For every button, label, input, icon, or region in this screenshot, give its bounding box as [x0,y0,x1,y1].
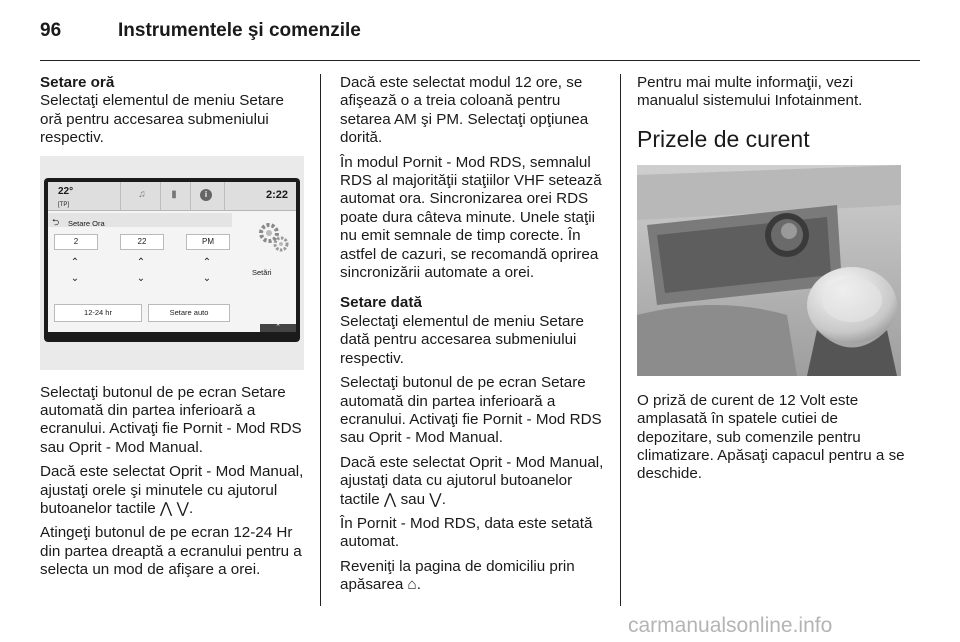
power-outlet-illustration [637,165,901,376]
screen-bezel [44,178,300,342]
subheading-setare-ora: Setare oră [40,74,115,91]
screen-display [48,182,296,332]
expand-tab-button[interactable]: ⌃ [260,324,296,332]
phone-icon[interactable]: ▮ [171,188,177,200]
menu-title: Setare Ora [68,218,105,228]
separator [160,182,161,210]
separator [120,182,121,210]
setare-auto-button[interactable]: Setare auto [148,304,230,322]
minute-up-button[interactable]: ⌃ [136,256,146,268]
settings-gear-icon[interactable] [256,220,290,254]
paragraph: Atingeţi butonul de pe ecran 12-24 Hr din partea dreaptă a ecranului pentru a selecta un mod de afişare a orei. [40,524,302,579]
separator [190,182,191,210]
page-number: 96 [40,20,62,41]
paragraph: Reveniţi la pagina de domiciliu prin apăsarea ⌂. [340,557,575,594]
column-left [40,74,308,586]
watermark: carmanualsonline.info [628,614,833,637]
ampm-down-button[interactable]: ⌄ [202,272,212,284]
header-divider [40,60,920,61]
info-icon[interactable]: i [200,189,212,201]
paragraph: O priză de curent de 12 Volt este amplasată în spatele cutiei de depozitare, sub comenzile pentru climatizare. Apăsaţi capacul pentru a se deschide. [637,391,905,483]
12-24-hr-button[interactable]: 12-24 hr [54,304,142,322]
column-right [637,74,907,490]
clock-readout: 2:22 [265,188,288,201]
minute-down-button[interactable]: ⌄ [136,272,146,284]
paragraph: În modul Pornit - Mod RDS, semnalul RDS al majorităţii staţiilor VHF setează automat ora. Sincronizarea orei RDS poate dura câteva minute. Unele staţii nu emit semnale de timp corecte. În astfel de cazuri, se recomandă oprirea sincronizării automate a orei. [340,153,602,282]
paragraph: Selectaţi butonul de pe ecran Setare automată din partea inferioară a ecranului. Activaţi fie Pornit - Mod RDS sau Oprit - Mod Manual. [340,374,602,447]
paragraph: În Pornit - Mod RDS, data este setată automat. [340,514,593,551]
temperature-readout: 22° [58,185,74,197]
status-bar [48,182,296,211]
column-divider [320,74,321,606]
music-icon[interactable]: ♫ [138,188,146,200]
paragraph: Selectaţi elementul de meniu Setare oră pentru accesarea submeniului respectiv. [40,92,284,147]
menu-title-bar [48,213,232,227]
paragraph: Selectaţi elementul de meniu Setare dată pentru accesarea submeniului respectiv. [340,312,584,367]
page-header [40,20,920,50]
hour-value: 2 [54,234,98,250]
hour-down-button[interactable]: ⌄ [70,272,80,284]
back-icon[interactable]: ⮌ [52,216,60,227]
column-middle [340,74,610,601]
page-title: Instrumentele şi comenzile [118,20,361,41]
tp-indicator: [TP] [58,201,70,208]
ampm-value: PM [186,234,230,250]
settings-label: Setări [252,267,272,277]
section-title: Prizele de curent [637,125,810,152]
minute-value: 22 [120,234,164,250]
paragraph: Dacă este selectat modul 12 ore, se afişează o a treia coloană pentru setarea AM şi PM. Selectaţi opţiunea dorită. [340,74,589,147]
separator [224,182,225,210]
subheading-setare-data: Setare dată [340,294,422,312]
paragraph: Pentru mai multe informaţii, vezi manualul sistemului Infotainment. [637,74,863,110]
paragraph: Dacă este selectat Oprit - Mod Manual, ajustaţi data cu ajutorul butoanelor tactile ⋀ sau ⋁. [340,453,604,508]
infotainment-screen-figure [40,156,304,370]
column-divider [620,74,621,606]
power-outlet-photo [637,165,901,376]
hour-up-button[interactable]: ⌃ [70,256,80,268]
ampm-up-button[interactable]: ⌃ [202,256,212,268]
paragraph: Selectaţi butonul de pe ecran Setare automată din partea inferioară a ecranului. Activaţi fie Pornit - Mod RDS sau Oprit - Mod Manual. [40,383,302,456]
paragraph: Dacă este selectat Oprit - Mod Manual, ajustaţi orele şi minutele cu ajutorul butoanelor tactile ⋀ ⋁. [40,463,304,518]
